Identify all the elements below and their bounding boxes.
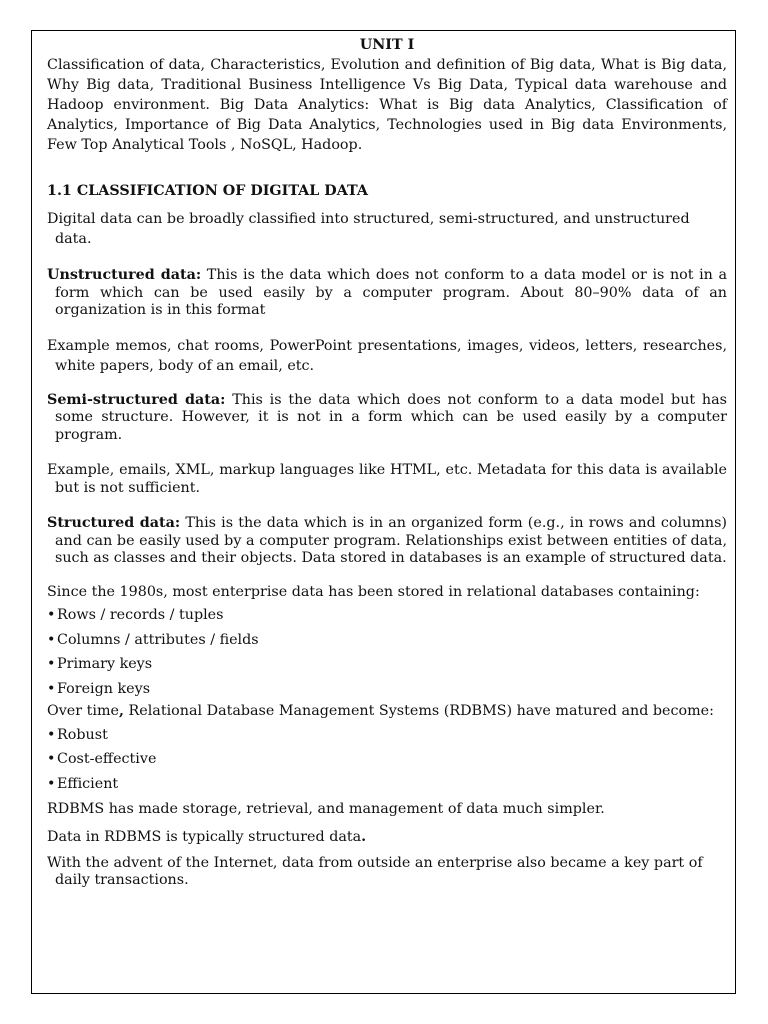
bullet-icon: • (47, 726, 56, 743)
list-item: • Columns / attributes / fields (47, 631, 259, 648)
semi-structured-term: Semi-structured data: (47, 391, 226, 408)
list-item: • Efficient (47, 776, 119, 793)
unit-title: UNIT I (359, 37, 415, 53)
unstructured-term: Unstructured data: (47, 267, 202, 283)
list-item: • Cost-effective (47, 751, 157, 768)
semi-structured-definition (47, 392, 727, 445)
bullet-icon: • (47, 656, 56, 673)
since-1980s-paragraph: Since the 1980s, most enterprise data has been stored in relational databases containing: (47, 583, 700, 600)
document-body (47, 35, 727, 890)
semi-structured-text: This is the data which does not conform to a data model but has some structure. However, it is not in a form which can be used easily by a computer program. (55, 391, 727, 443)
bullet-icon: • (47, 607, 56, 623)
internet-paragraph: With the advent of the Internet, data from outside an enterprise also became a key part of daily transactions. (47, 854, 703, 889)
relational-features-list (47, 605, 727, 703)
over-time-paragraph: Over time, Relational Database Management Systems (RDBMS) have matured and become: (47, 703, 714, 720)
unstructured-example: Example memos, chat rooms, PowerPoint presentations, images, videos, letters, researches, white papers, body of an email, etc. (47, 337, 727, 374)
section-heading: 1.1 CLASSIFICATION OF DIGITAL DATA (47, 183, 368, 199)
rdbms-qualities-list (47, 725, 727, 799)
intro-paragraph: Digital data can be broadly classified into structured, semi-structured, and unstructured data. (47, 211, 690, 247)
list-item: • Primary keys (47, 656, 153, 673)
structured-text: This is the data which is in an organized form (e.g., in rows and columns) and can be easily used by a computer program. Relationships exist between entities of data, such as classes and their objects. Data stored in databases is an example of structured data. (55, 515, 727, 566)
unit-intro: Classification of data, Characteristics, Evolution and definition of Big data, What is Big data, Why Big data, Traditional Business Intelligence Vs Big Data, Typical data warehouse and Hadoop environment. Big Data Analytics: What is Big data Analytics, Classification of Analytics, Importance of Big Data Analytics, Technologies used in Big data Environments, Few Top Analytical Tools , NoSQL, Hadoop. (47, 57, 727, 153)
bullet-icon: • (47, 751, 56, 768)
rdbms-simpler-paragraph: RDBMS has made storage, retrieval, and management of data much simpler. (47, 800, 605, 817)
list-item: • Rows / records / tuples (47, 607, 224, 623)
bullet-icon: • (47, 631, 56, 648)
semi-structured-example: Example, emails, XML, markup languages like HTML, etc. Metadata for this data is available but is not sufficient. (47, 462, 727, 496)
list-item: • Robust (47, 726, 108, 743)
structured-definition (47, 515, 727, 568)
list-item: • Foreign keys (47, 680, 151, 697)
rdbms-structured-paragraph: Data in RDBMS is typically structured data. (47, 828, 367, 845)
bullet-icon: • (47, 680, 56, 697)
unstructured-definition (47, 267, 727, 320)
structured-term: Structured data: (47, 515, 181, 531)
unstructured-text: This is the data which does not conform to a data model or is not in a form which can be used easily by a computer program. About 80–90% data of an organization is in this format (55, 267, 727, 318)
bullet-icon: • (47, 776, 56, 793)
